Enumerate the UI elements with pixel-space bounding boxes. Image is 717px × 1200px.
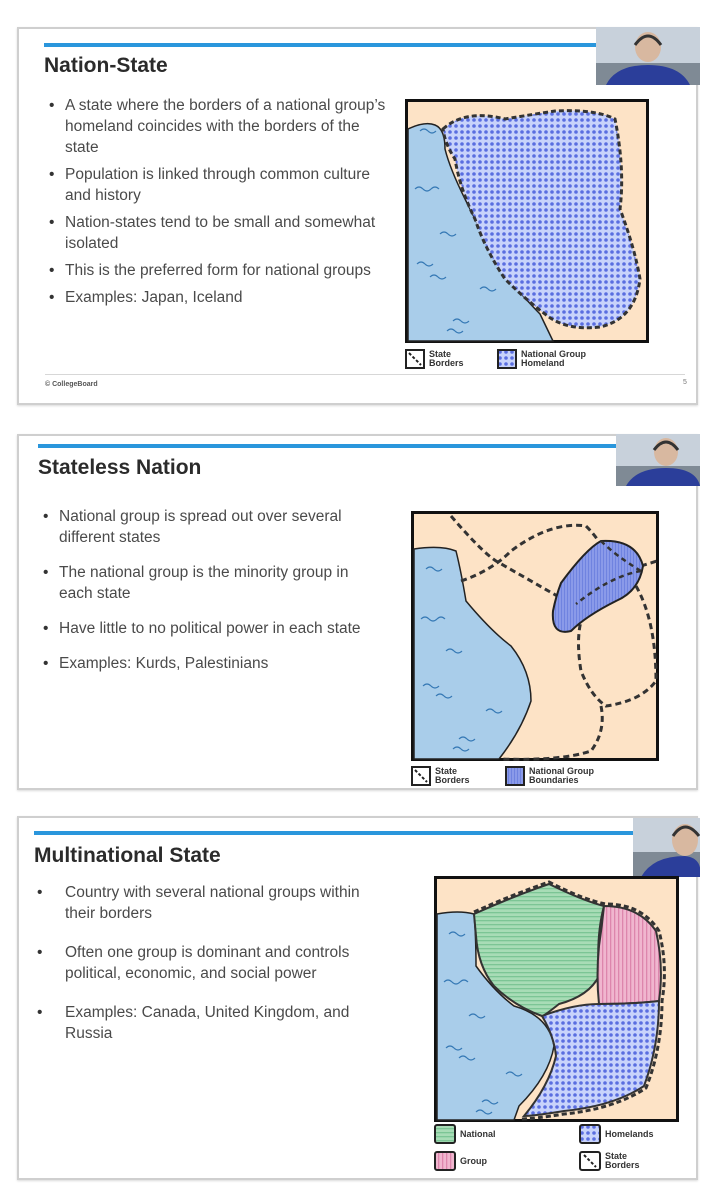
bullet-item: • Examples: Kurds, Palestinians	[41, 653, 371, 674]
multinational-state-map	[434, 876, 679, 1122]
presenter-video-icon	[596, 27, 700, 85]
bullet-item: • Nation-states tend to be small and somewhat isolated	[47, 212, 387, 254]
legend-item-national: National	[434, 1124, 496, 1144]
bullet-item: • National group is spread out over several different states	[41, 506, 371, 548]
webcam-video-presenter	[616, 434, 700, 486]
bullet-list	[41, 506, 371, 674]
nation-state-map	[405, 99, 649, 343]
page-number: 5	[683, 379, 687, 386]
state-borders-icon	[411, 766, 431, 786]
legend-item-state-borders: State Borders	[579, 1151, 640, 1171]
bullet-item: • Often one group is dominant and controls political, economic, and social power	[31, 942, 371, 984]
national-swatch-icon	[434, 1124, 456, 1144]
title-accent-bar	[44, 43, 604, 47]
bullet-item: • The national group is the minority group in each state	[41, 562, 371, 604]
legend-item-group: Group	[434, 1151, 487, 1171]
national-group-homeland-icon	[497, 349, 517, 369]
legend-item-national-group-homeland: National Group Homeland	[497, 349, 586, 369]
state-borders-icon	[579, 1151, 601, 1171]
bullet-item: • Examples: Canada, United Kingdom, and Russia	[31, 1002, 371, 1044]
group-swatch-icon	[434, 1151, 456, 1171]
bullet-list	[31, 882, 371, 1044]
bullet-item: • A state where the borders of a national group’s homeland coincides with the borders of the state	[47, 95, 387, 158]
homelands-swatch-icon	[579, 1124, 601, 1144]
bullet-item: • Population is linked through common culture and history	[47, 164, 387, 206]
slide-title: Nation-State	[44, 54, 168, 77]
bullet-item: • Have little to no political power in each state	[41, 618, 371, 639]
bullet-list	[47, 95, 387, 308]
stateless-nation-map	[411, 511, 659, 761]
state-borders-icon	[405, 349, 425, 369]
slide-title: Multinational State	[34, 844, 221, 867]
presenter-video-icon	[633, 818, 700, 877]
slide-nation-state	[17, 27, 698, 405]
map-legend	[405, 349, 649, 373]
legend-item-national-group-boundaries: National Group Boundaries	[505, 766, 594, 786]
title-accent-bar	[38, 444, 618, 448]
slide-title: Stateless Nation	[38, 456, 202, 479]
slide-stateless-nation	[17, 434, 698, 790]
webcam-video-presenter	[596, 27, 700, 85]
national-group-boundaries-icon	[505, 766, 525, 786]
title-accent-bar	[34, 831, 634, 835]
legend-item-homelands: Homelands	[579, 1124, 654, 1144]
presenter-video-icon	[616, 434, 700, 486]
webcam-video-presenter	[633, 818, 700, 877]
collegeboard-logo: © CollegeBoard	[45, 381, 98, 388]
footer-divider	[45, 374, 685, 375]
legend-item-state-borders: State Borders	[411, 766, 470, 786]
slide-multinational-state	[17, 816, 698, 1180]
map-legend	[434, 1124, 694, 1178]
bullet-item: • This is the preferred form for national groups	[47, 260, 387, 281]
bullet-item: • Country with several national groups within their borders	[31, 882, 371, 924]
bullet-item: • Examples: Japan, Iceland	[47, 287, 387, 308]
map-legend	[411, 766, 659, 790]
legend-item-state-borders: State Borders	[405, 349, 464, 369]
